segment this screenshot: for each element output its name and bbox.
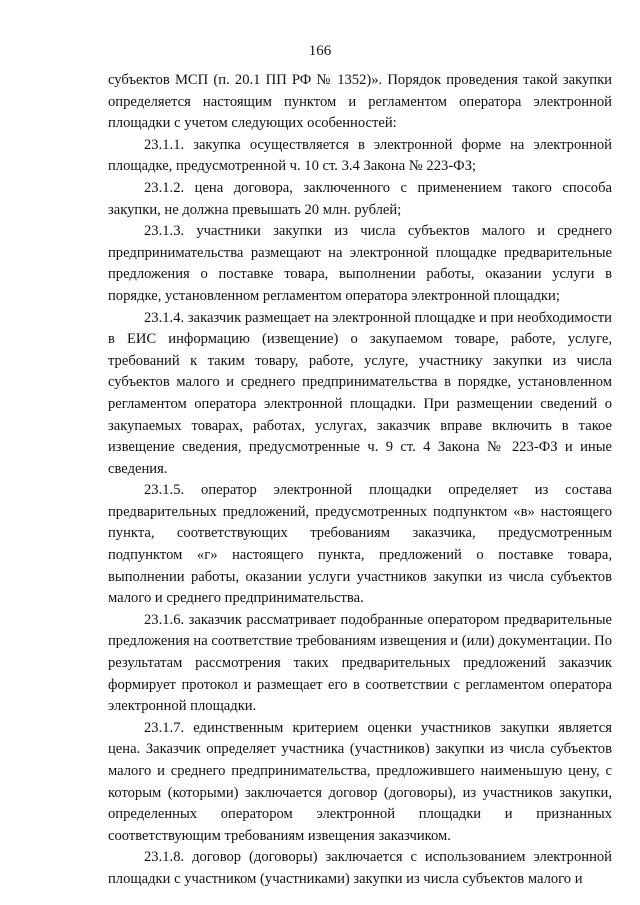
document-body	[108, 70, 612, 891]
paragraph-23-1-8: 23.1.8. договор (договоры) заключается с использованием электронной площадки с участником (участниками) закупки из числа субъектов малого и	[108, 849, 612, 887]
paragraph-23-1-6: 23.1.6. заказчик рассматривает подобранные оператором предварительные предложения на соответствие требованиям извещения и (или) документации. По результатам рассмотрения таких предварительных предложений заказчик формирует протокол и размещает его в соответствии с регламентом оператора электронной площадки.	[108, 611, 612, 715]
paragraph-23-1-3: 23.1.3. участники закупки из числа субъектов малого и среднего предпринимательства размещают на электронной площадке предварительные предложения о поставке товара, выполнении работы, оказании услуги в порядке, установленном регламентом оператора электронной площадки;	[108, 223, 612, 304]
paragraph-23-1-5: 23.1.5. оператор электронной площадки определяет из состава предварительных предложений, предусмотренных подпунктом «в» настоящего пункта, соответствующих требованиям заказчика, предусмотренным подпунктом «г» настоящего пункта, предложений о поставке товара, выполнении работы, оказании услуги участников закупки из числа субъектов малого и среднего предпринимательства.	[108, 482, 612, 607]
page-number: 166	[308, 43, 332, 59]
paragraph-23-1-7: 23.1.7. единственным критерием оценки участников закупки является цена. Заказчик определяет участника (участников) закупки из числа субъектов малого и среднего предпринимательства, предложившего наименьшую цену, с которым (которыми) заключается договор (договоры), из участников закупки, определенных оператором электронной площадки и признанных соответствующим требованиям извещения заказчиком.	[108, 719, 612, 844]
paragraph-23-1-2: 23.1.2. цена договора, заключенного с применением такого способа закупки, не должна превышать 20 млн. рублей;	[108, 179, 612, 218]
paragraph-23-1-4: 23.1.4. заказчик размещает на электронной площадке и при необходимости в ЕИС информацию (извещение) о закупаемом товаре, работе, услуге, требований к таким товару, работе, услуге, участнику закупки из числа субъектов малого и среднего предпринимательства в порядке, установленном регламентом оператора электронной площадки. При размещении сведений о закупаемых товарах, работах, услугах, заказчик вправе включить в такое извещение сведения, предусмотренные ч. 9 ст. 4 Закона № 223-ФЗ и иные сведения.	[108, 309, 612, 477]
paragraph-23-1-1: 23.1.1. закупка осуществляется в электронной форме на электронной площадке, предусмотренной ч. 10 ст. 3.4 Закона № 223-ФЗ;	[108, 136, 612, 175]
paragraph-continuation: субъектов МСП (п. 20.1 ПП РФ № 1352)». Порядок проведения такой закупки определяется настоящим пунктом и регламентом оператора электронной площадки с учетом следующих особенностей:	[108, 72, 612, 132]
